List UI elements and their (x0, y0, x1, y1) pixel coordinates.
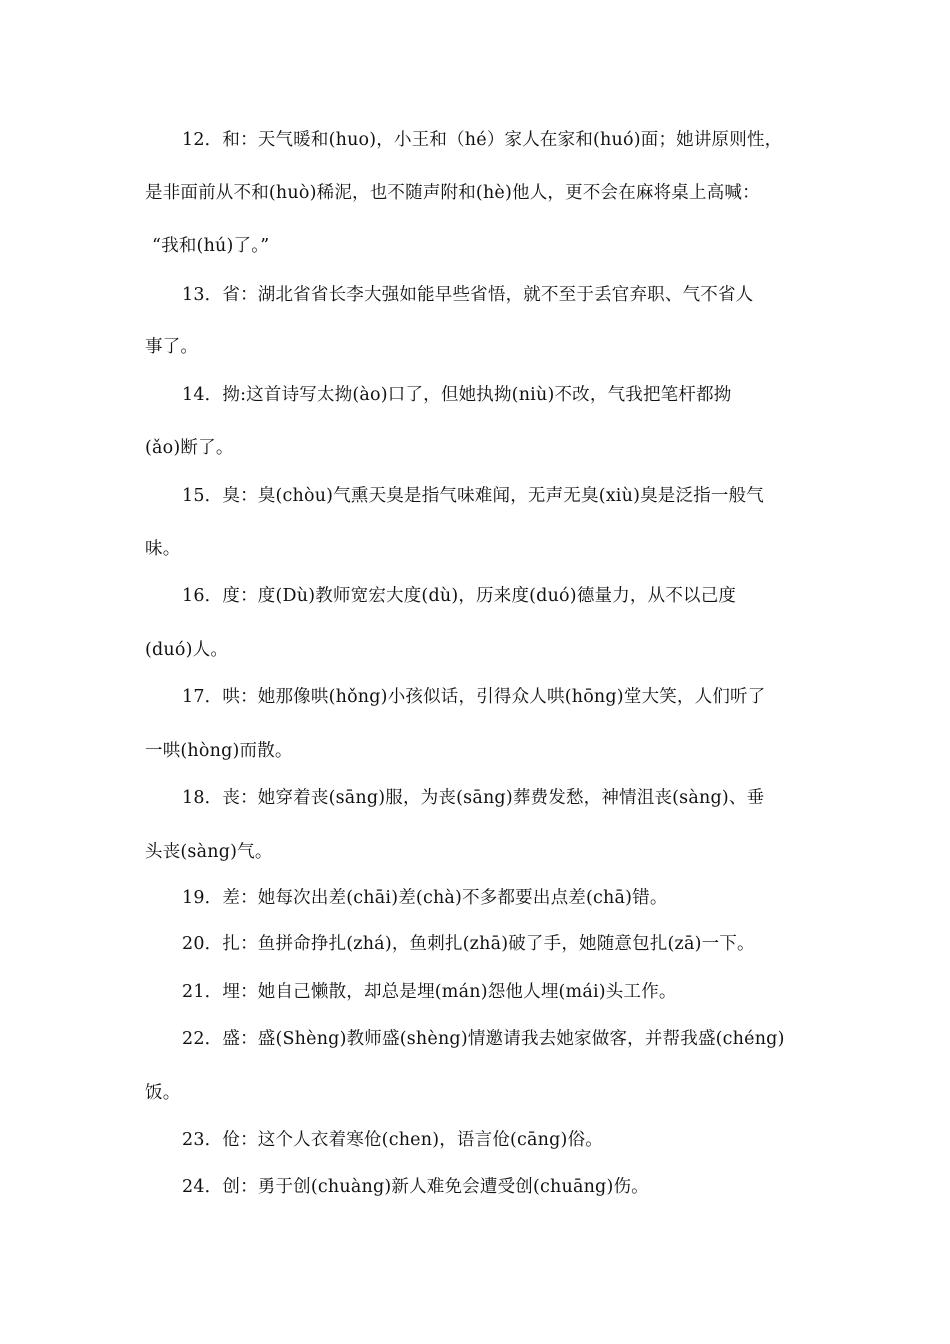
entry-15-line-1: 15．臭：臭(chòu)气熏天臭是指气味难闻，无声无臭(xiù)臭是泛指一般气 (182, 486, 764, 506)
entry-13-line-2: 事了。 (145, 337, 199, 357)
entry-17-line-1: 17．哄：她那像哄(hǒng)小孩似话，引得众人哄(hōng)堂大笑，人们听了 (182, 687, 766, 707)
entry-14-line-2: (ǎo)断了。 (145, 438, 234, 458)
entry-17-line-2: 一哄(hòng)而散。 (145, 741, 293, 761)
entry-16-line-2: (duó)人。 (145, 640, 229, 660)
entry-15-line-2: 味。 (145, 539, 181, 559)
entry-19-line-1: 19．差：她每次出差(chāi)差(chà)不多都要出点差(chā)错。 (182, 888, 668, 908)
entry-12-line-3: “我和(hú)了。” (152, 236, 270, 256)
entry-22-line-1: 22．盛：盛(Shèng)教师盛(shèng)情邀请我去她家做客，并帮我盛(chéng) (182, 1029, 785, 1049)
entry-18-line-1: 18．丧：她穿着丧(sāng)服，为丧(sāng)葬费发愁，神情沮丧(sàng)、垂 (182, 788, 765, 808)
entry-16-line-1: 16．度：度(Dù)教师宽宏大度(dù)，历来度(duó)德量力，从不以己度 (182, 586, 737, 606)
entry-18-line-2: 头丧(sàng)气。 (145, 842, 273, 862)
entry-20-line-1: 20．扎：鱼拼命挣扎(zhá)，鱼刺扎(zhā)破了手，她随意包扎(zā)一下。 (182, 934, 755, 954)
entry-12-line-2: 是非面前从不和(huò)稀泥，也不随声附和(hè)他人，更不会在麻将桌上高喊： (145, 183, 760, 203)
entry-21-line-1: 21．埋：她自己懒散，却总是埋(mán)怨他人埋(mái)头工作。 (182, 982, 677, 1002)
entry-22-line-2: 饭。 (145, 1083, 181, 1103)
entry-23-line-1: 23．伧：这个人衣着寒伧(chen)，语言伧(cāng)俗。 (182, 1130, 603, 1150)
entry-14-line-1: 14．拗:这首诗写太拗(ào)口了，但她执拗(niù)不改，气我把笔杆都拗 (182, 385, 732, 405)
entry-12-line-1: 12．和：天气暖和(huo)，小王和（hé）家人在家和(huó)面；她讲原则性， (182, 130, 783, 150)
entry-13-line-1: 13．省：湖北省省长李大强如能早些省悟，就不至于丢官弃职、气不省人 (182, 285, 754, 305)
entry-24-line-1: 24．创：勇于创(chuàng)新人难免会遭受创(chuāng)伤。 (182, 1177, 649, 1197)
